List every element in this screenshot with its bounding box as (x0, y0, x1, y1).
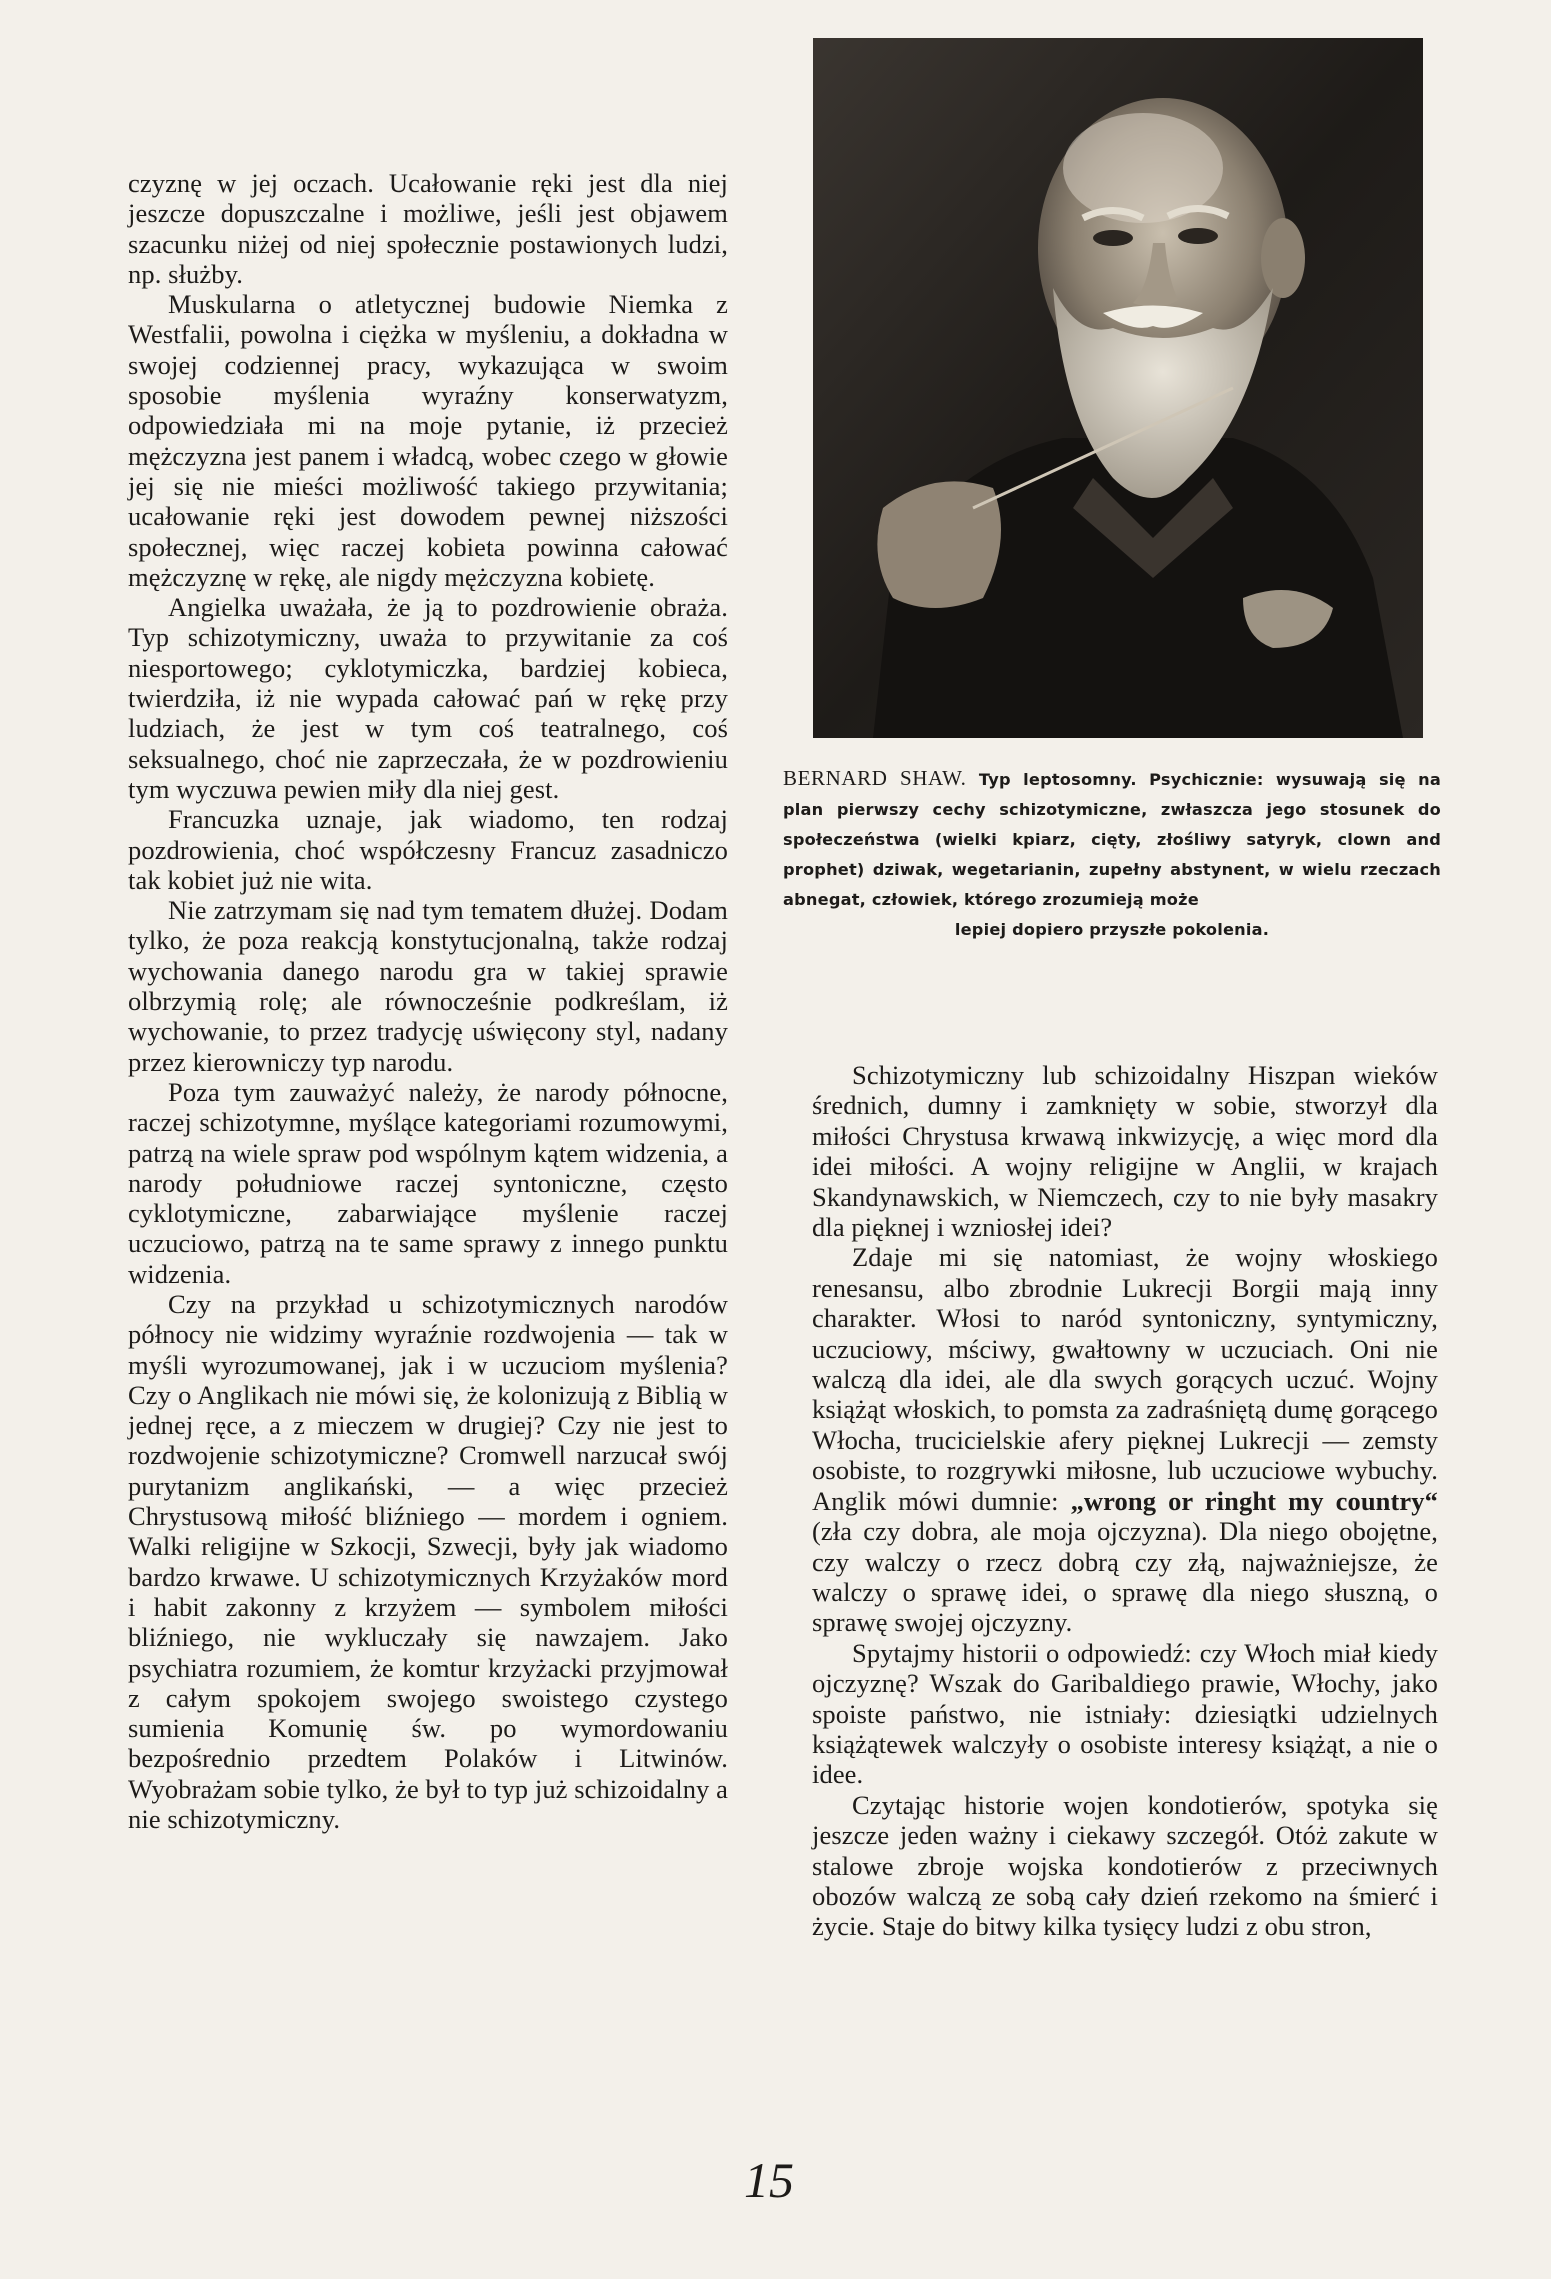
paragraph (812, 1242, 1438, 1637)
portrait-photo-icon (813, 38, 1423, 738)
photo-caption (783, 763, 1441, 945)
paragraph: Angielka uważała, że ją to pozdrowienie obraża. Typ schizotymiczny, uważa to przywitanie za coś niesportowego; cyklotymiczka, bardziej kobieca, twierdziła, iż nie wypada całować pań w rękę przy ludziach, że jest w tym coś teatralnego, coś seksualnego, choć nie zaprzeczała, że w pozdrowieniu tym wyczuwa pewien miły dla niej gest. (128, 592, 728, 804)
left-text-column (128, 168, 728, 1834)
right-text-column (812, 1060, 1438, 1942)
page-number: 15 (744, 2152, 794, 2208)
paragraph: Muskularna o atletycznej budowie Niemka z Westfalii, powolna i ciężka w myśleniu, a dokładna w swojej codziennej pracy, wykazująca w swoim sposobie myślenia wyraźny konserwatyzm, odpowiedziała mi na moje pytanie, iż przecież mężczyzna jest panem i władcą, wobec czego w głowie jej się nie mieści możliwość takiego przywitania; ucałowanie ręki jest dowodem pewnej niższości społecznej, więc raczej kobieta powinna całować mężczyznę w rękę, ale nigdy mężczyzna kobietę. (128, 289, 728, 592)
paragraph: Czytając historie wojen kondotierów, spotyka się jeszcze jeden ważny i ciekawy szczegół. Otóż zakute w stalowe zbroje wojska kondotierów z przeciwnych obozów walczą ze sobą cały dzień rzekomo na śmierć i życie. Staje do bitwy kilka tysięcy ludzi z obu stron, (812, 1789, 1438, 1942)
caption-name: BERNARD SHAW. (783, 766, 967, 790)
caption-text: Typ leptosomny. Psychicznie: wysuwają się na plan pierwszy cechy schizotymiczne, zwłaszcza jego stosunek do społeczeństwa (wielki kpiarz, cięty, złośliwy satyryk, clown and prophet) dziwak, wegetarianin, zupełny abstynent, w wielu rzeczach abnegat, człowiek, którego zrozumieją może (783, 770, 1441, 909)
paragraph: czyznę w jej oczach. Ucałowanie ręki jest dla niej jeszcze dopuszczalne i możliwe, jeśli jest objawem szacunku niżej od niej społecznie postawionych ludzi, np. służby. (128, 168, 728, 289)
paragraph: Schizotymiczny lub schizoidalny Hiszpan wieków średnich, dumny i zamknięty w sobie, stworzył dla miłości Chrystusa krwawą inkwizycję, a więc mord dla idei miłości. A wojny religijne w Anglii, w krajach Skandynawskich, w Niemczech, czy to nie były masakry dla pięknej i wzniosłej idei? (812, 1060, 1438, 1243)
quote-bold: „wrong or ringht my country“ (1070, 1485, 1438, 1516)
paragraph: Spytajmy historii o odpowiedź: czy Włoch miał kiedy ojczyznę? Wszak do Garibaldiego prawie, Włochy, jako spoiste państwo, nie istniały: dziesiątki udzielnych książątewek walczyły o osobiste interesy książąt, a nie o idee. (812, 1637, 1438, 1790)
paragraph: Nie zatrzymam się nad tym tematem dłużej. Dodam tylko, że poza reakcją konstytucjonalną, także rodzaj wychowania danego narodu gra w takiej sprawie olbrzymią rolę; ale równocześnie podkreślam, iż wychowanie, to przez tradycję uświęcony styl, nadany przez kierowniczy typ narodu. (128, 895, 728, 1077)
paragraph-text: Zdaje mi się natomiast, że wojny włoskiego renesansu, albo zbrodnie Lukrecji Borgii mają inny charakter. Włosi to naród syntoniczny, syntymiczny, uczuciowy, mściwy, gwałtowny w uczuciach. Oni nie walczą dla idei, ale dla swych gorących uczuć. Wojny książąt włoskich, to pomsta za zadraśniętą dumę gorącego Włocha, trucicielskie afery pięknej Lukrecji — zemsty osobiste, to rozgrywki miłosne, lub uczuciowe wybuchy. Anglik mówi dumnie: (812, 1242, 1438, 1516)
quote-rest: (zła czy dobra, ale moja ojczyzna). Dla niego obojętne, czy walczy o rzecz dobrą czy złą, najważniejsze, że walczy o sprawę idei, o sprawę dla niego słuszną, o sprawę swojej ojczyzny. (812, 1516, 1438, 1638)
paragraph: Poza tym zauważyć należy, że narody północne, raczej schizotymne, myślące kategoriami rozumowymi, patrzą na wiele spraw pod wspólnym kątem widzenia, a narody południowe raczej syntoniczne, często cyklotymiczne, zabarwiające myślenie raczej uczuciowo, patrzą na te same sprawy z innego punktu widzenia. (128, 1076, 728, 1289)
paragraph: Francuzka uznaje, jak wiadomo, ten rodzaj pozdrowienia, choć współczesny Francuz zasadniczo tak kobiet już nie wita. (128, 804, 728, 895)
portrait-photo (813, 38, 1423, 738)
caption-last-line: lepiej dopiero przyszłe pokolenia. (954, 920, 1270, 939)
paragraph: Czy na przykład u schizotymicznych narodów północy nie widzimy wyraźnie rozdwojenia — tak w myśli wyrozumowanej, jak i w uczuciom myślenia? Czy o Anglikach nie mówi się, że kolonizują z Biblią w jednej ręce, a z mieczem w drugiej? Czy nie jest to rozdwojenie schizotymiczne? Cromwell narzucał swój purytanizm anglikański, — a więc przecież Chrystusową miłość bliźniego — mordem i ogniem. Walki religijne w Szkocji, Szwecji, były jak wiadomo bardzo krwawe. U schizotymicznych Krzyżaków mord i habit zakonny z krzyżem — symbolem miłości bliźniego, nie wykluczały się nawzajem. Jako psychiatra rozumiem, że komtur krzyżacki przyjmował z całym spokojem swojego swoistego czystego sumienia Komunię św. po wymordowaniu bezpośrednio przedtem Polaków i Litwinów. Wyobrażam sobie tylko, że był to typ już schizoidalny a nie schizotymiczny. (128, 1288, 728, 1835)
